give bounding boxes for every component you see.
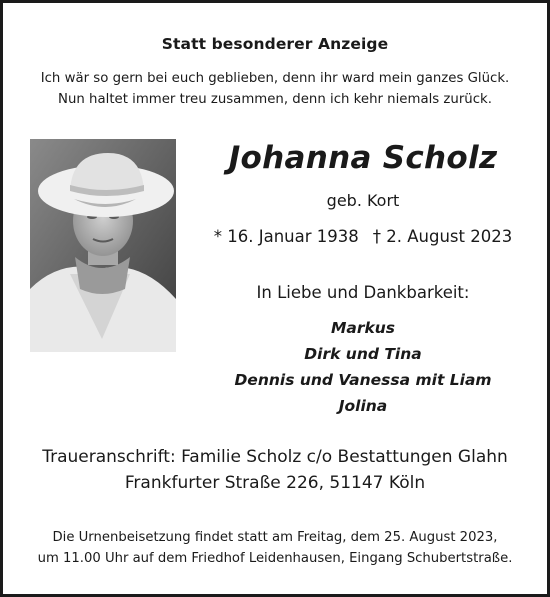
death-date: † 2. August 2023 (372, 227, 513, 246)
service-line: Die Urnenbeisetzung findet statt am Freitag, dem 25. August 2023, (52, 530, 498, 545)
address-line: Frankfurter Straße 226, 51147 Köln (124, 473, 426, 493)
memorial-verse (3, 68, 547, 110)
birth-name: geb. Kort (326, 191, 400, 210)
verse-line: Ich wär so gern bei euch geblieben, denn ihr ward mein ganzes Glück. (40, 71, 510, 86)
mourners-list (198, 315, 528, 419)
burial-service-info (3, 527, 547, 569)
verse-line: Nun haltet immer treu zusammen, denn ich kehr niemals zurück. (58, 92, 492, 107)
mourner-name: Dennis und Vanessa mit Liam (234, 371, 492, 389)
mourner-name: Jolina (338, 397, 388, 415)
deceased-name: Johanna Scholz (228, 140, 498, 176)
mourner-name: Dirk und Tina (304, 345, 422, 363)
birth-date: * 16. Januar 1938 (213, 227, 359, 246)
gratitude-line: In Liebe und Dankbarkeit: (256, 283, 470, 302)
portrait-photo (30, 139, 176, 352)
address-line: Traueranschrift: Familie Scholz c/o Bestattungen Glahn (42, 447, 508, 467)
condolence-address (3, 444, 547, 496)
portrait-image (30, 139, 176, 352)
notice-header: Statt besonderer Anzeige (161, 35, 389, 53)
mourner-name: Markus (330, 319, 396, 337)
service-line: um 11.00 Uhr auf dem Friedhof Leidenhausen, Eingang Schubertstraße. (37, 551, 513, 566)
life-dates (198, 227, 528, 246)
